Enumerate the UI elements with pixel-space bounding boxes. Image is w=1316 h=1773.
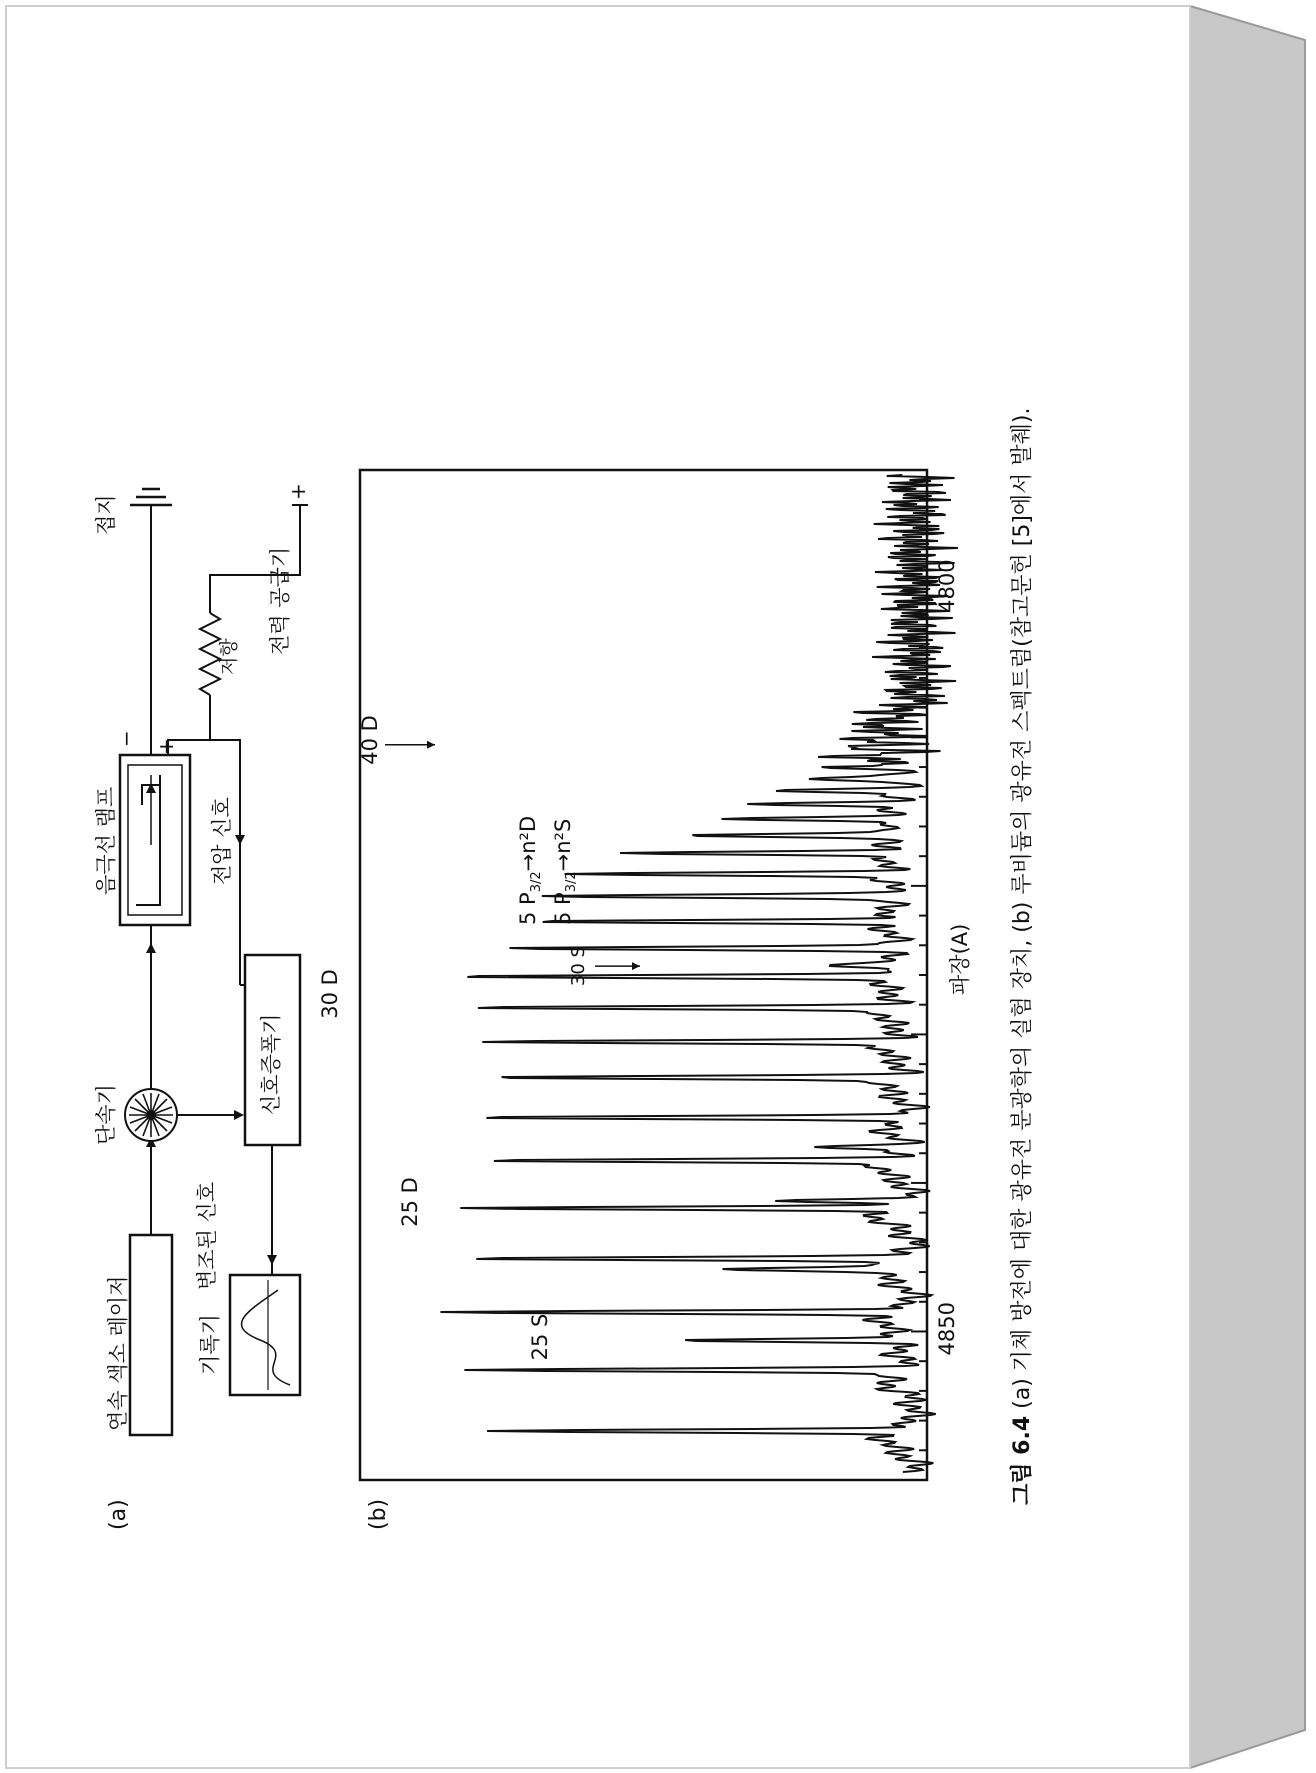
peak-annotation-3: 30 S [568,946,589,987]
ground-label: 접지 [94,494,118,535]
peak-annotation-1: 25 D [398,1177,422,1227]
annotation-arrowhead-1 [427,741,435,749]
lamp-plus-sign: + [154,738,178,755]
peak-marks [385,741,640,970]
laser-label: 연속 색소 레이저 [106,1275,130,1431]
peak-annotation-0: 25 S [528,1313,552,1361]
peak-annotation-4: 40 D [358,715,382,765]
legend-entry-n2s: 5 $P_{3/2}\to n^2S$ [551,818,580,925]
rotated-figure [94,55,1100,1545]
caption-number: 그림 6.4 [1010,1415,1035,1505]
power-plus-sign: + [286,483,310,500]
peak-annotation-2: 30 D [318,969,342,1019]
chopper-label: 단속기 [94,1084,118,1145]
x-tick-label-0: 4850 [935,1302,959,1356]
modulated-signal-label: 변조된 신호 [195,1181,219,1290]
lamp-minus-sign: − [114,730,138,747]
x-tick-label-1: 4800 [935,559,959,613]
figure-caption [1012,408,1034,1505]
recorder-label: 기록기 [198,1314,222,1375]
voltage-signal-label: 전압 신호 [210,797,234,885]
annotation-arrowhead-0 [632,962,640,970]
spectrum-trace [441,475,958,1472]
chart-legend [515,816,585,925]
x-axis-label: 파장(A) [948,923,972,995]
lamp-label: 음극선 램프 [94,786,118,895]
panel-a-label: (a) [106,1499,131,1530]
resistor-label: 저항 [218,638,240,675]
panel-b-label: (b) [366,1498,391,1530]
caption-text: (a) 기체 방전에 대한 광유전 분광학의 실험 장치, (b) 루비듐의 광유전 스펙트럼(참고문헌 [5]에서 발췌). [1010,407,1035,1409]
amplifier-label: 신호증폭기 [259,1013,283,1115]
legend-entry-n2d: 5 $P_{3/2}\to n^2D$ [516,815,545,925]
power-supply-label: 전력 공급기 [268,546,292,655]
